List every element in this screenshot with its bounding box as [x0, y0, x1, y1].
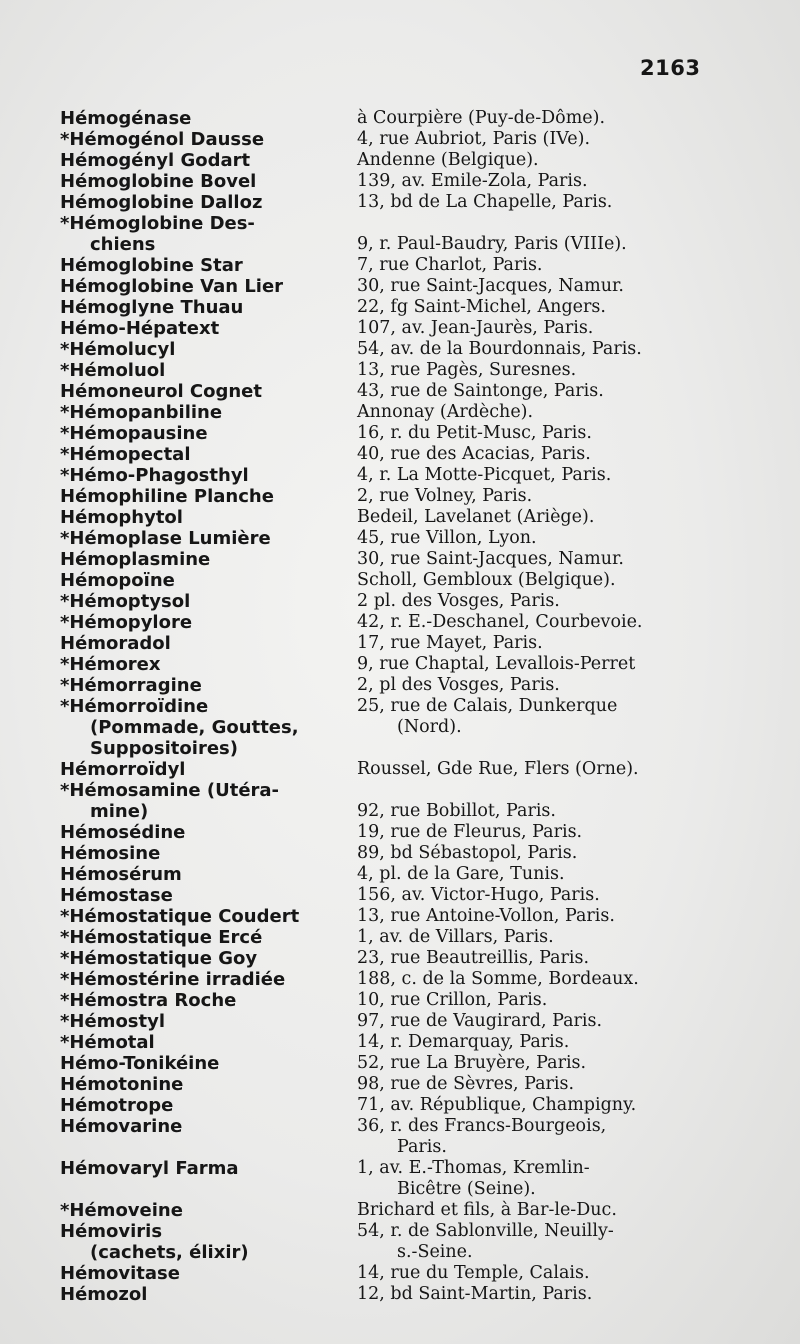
entry-address-continuation: (Nord). — [397, 717, 462, 737]
list-item — [0, 171, 800, 192]
entry-name-text: Hémotonine — [60, 1074, 184, 1095]
entry-address-text: Annonay (Ardèche). — [357, 402, 534, 422]
entry-name — [60, 1116, 350, 1137]
entry-name-text: Hémoglobine Dalloz — [60, 192, 263, 213]
entry-name-text: Hémo-Hépatext — [60, 318, 220, 339]
entry-name-text: Hémozol — [60, 1284, 148, 1305]
entry-name — [60, 108, 350, 129]
entry-address-text: 4, rue Aubriot, Paris (IVe). — [357, 129, 591, 149]
entry-name — [60, 213, 350, 255]
entry-name — [60, 885, 350, 906]
entry-name-text: *Hémostatique Goy — [60, 948, 258, 969]
entry-address-text: 16, r. du Petit-Musc, Paris. — [357, 423, 592, 443]
entry-address-text: 1, av. E.-Thomas, Kremlin- — [357, 1158, 590, 1178]
entry-address — [357, 234, 717, 255]
list-item — [0, 1221, 800, 1263]
entry-name-text: *Hémolucyl — [60, 339, 176, 360]
entry-address — [357, 171, 717, 192]
entry-name — [60, 969, 350, 990]
list-item — [0, 675, 800, 696]
entry-address — [357, 1158, 717, 1200]
list-item — [0, 1011, 800, 1032]
entry-name-text: *Hémotal — [60, 1032, 155, 1053]
entry-address — [357, 633, 717, 654]
entry-name-text: Hémophytol — [60, 507, 183, 528]
entry-address-text: Roussel, Gde Rue, Flers (Orne). — [357, 759, 639, 779]
entry-name-text: Hémoneurol Cognet — [60, 381, 262, 402]
entry-name-text: *Hémoplase Lumière — [60, 528, 271, 549]
entry-address-text: 156, av. Victor-Hugo, Paris. — [357, 885, 600, 905]
entry-address — [357, 402, 717, 423]
list-item — [0, 570, 800, 591]
entry-address — [357, 1284, 717, 1305]
entry-address — [357, 822, 717, 843]
entry-address — [357, 948, 717, 969]
entry-name — [60, 528, 350, 549]
entry-list — [0, 108, 800, 1305]
entry-address — [357, 297, 717, 318]
entry-address — [357, 423, 717, 444]
entry-address — [357, 885, 717, 906]
entry-address — [357, 381, 717, 402]
entry-address-text: 13, rue Pagès, Suresnes. — [357, 360, 577, 380]
list-item — [0, 927, 800, 948]
entry-name-text: Hémovitase — [60, 1263, 180, 1284]
entry-address-text: Scholl, Gembloux (Belgique). — [357, 570, 616, 590]
entry-address — [357, 1032, 717, 1053]
entry-name — [60, 1200, 350, 1221]
entry-name-continuation: (Pommade, Gouttes, — [90, 717, 299, 738]
entry-address-text: à Courpière (Puy-de-Dôme). — [357, 108, 606, 128]
list-item — [0, 1074, 800, 1095]
entry-name-text: Hémo-Tonikéine — [60, 1053, 220, 1074]
entry-address — [357, 654, 717, 675]
entry-address — [357, 927, 717, 948]
entry-address — [357, 801, 717, 822]
list-item — [0, 1116, 800, 1158]
entry-address-text: 40, rue des Acacias, Paris. — [357, 444, 591, 464]
entry-name-text: Hémoradol — [60, 633, 171, 654]
entry-address-text: 36, r. des Francs-Bourgeois, — [357, 1116, 607, 1136]
list-item — [0, 339, 800, 360]
list-item — [0, 381, 800, 402]
entry-address — [357, 1053, 717, 1074]
list-item — [0, 129, 800, 150]
entry-name-text: Hémosédine — [60, 822, 186, 843]
list-item — [0, 696, 800, 759]
entry-name-text: Hémoglobine Star — [60, 255, 243, 276]
entry-name-text: Hémoplasmine — [60, 549, 211, 570]
entry-name-text: *Hémopylore — [60, 612, 193, 633]
entry-name — [60, 612, 350, 633]
page-number: 2163 — [640, 56, 701, 80]
entry-name — [60, 276, 350, 297]
entry-name-text: Hémoglobine Bovel — [60, 171, 257, 192]
entry-address-text: Andenne (Belgique). — [357, 150, 539, 170]
entry-address-text: 14, r. Demarquay, Paris. — [357, 1032, 570, 1052]
entry-name-text: *Hémorex — [60, 654, 161, 675]
entry-address-continuation: s.-Seine. — [397, 1242, 473, 1262]
entry-name-text: *Hémostra Roche — [60, 990, 237, 1011]
entry-name-continuation: mine) — [90, 801, 149, 822]
entry-address — [357, 612, 717, 633]
list-item — [0, 1053, 800, 1074]
entry-name-text: *Hémoveine — [60, 1200, 183, 1221]
list-item — [0, 108, 800, 129]
entry-name-text: *Hémosamine (Utéra- — [60, 780, 280, 801]
entry-address — [357, 507, 717, 528]
list-item — [0, 780, 800, 822]
entry-address — [357, 360, 717, 381]
entry-name-text: Hémophiline Planche — [60, 486, 274, 507]
entry-name — [60, 864, 350, 885]
entry-name-continuation: chiens — [90, 234, 156, 255]
entry-name — [60, 381, 350, 402]
list-item — [0, 759, 800, 780]
entry-name — [60, 297, 350, 318]
list-item — [0, 990, 800, 1011]
entry-name — [60, 948, 350, 969]
list-item — [0, 507, 800, 528]
entry-address — [357, 675, 717, 696]
list-item — [0, 402, 800, 423]
entry-name — [60, 444, 350, 465]
list-item — [0, 423, 800, 444]
entry-name-text: Hémoglyne Thuau — [60, 297, 244, 318]
entry-name-text: Hémopoïne — [60, 570, 175, 591]
entry-address-text: 2, rue Volney, Paris. — [357, 486, 533, 506]
entry-address — [357, 108, 717, 129]
entry-name — [60, 549, 350, 570]
entry-name-text: *Hémostérine irradiée — [60, 969, 286, 990]
entry-name — [60, 486, 350, 507]
entry-address-text: 2 pl. des Vosges, Paris. — [357, 591, 560, 611]
entry-name — [60, 318, 350, 339]
list-item — [0, 528, 800, 549]
entry-address-text: 9, rue Chaptal, Levallois-Perret — [357, 654, 636, 674]
entry-name — [60, 465, 350, 486]
entry-address — [357, 339, 717, 360]
entry-address-text: 54, r. de Sablonville, Neuilly- — [357, 1221, 614, 1241]
entry-name-text: *Hémoptysol — [60, 591, 191, 612]
entry-address-text: 22, fg Saint-Michel, Angers. — [357, 297, 606, 317]
entry-address-text: 71, av. République, Champigny. — [357, 1095, 637, 1115]
entry-address-text: 42, r. E.-Deschanel, Courbevoie. — [357, 612, 643, 632]
entry-name — [60, 129, 350, 150]
entry-name-text: Hémovaryl Farma — [60, 1158, 239, 1179]
entry-address-text: Bedeil, Lavelanet (Ariège). — [357, 507, 595, 527]
entry-address-text: 92, rue Bobillot, Paris. — [357, 801, 556, 821]
entry-address-text: 9, r. Paul-Baudry, Paris (VIIIe). — [357, 234, 627, 254]
entry-address-text: 2, pl des Vosges, Paris. — [357, 675, 560, 695]
entry-address-continuation: Bicêtre (Seine). — [397, 1179, 536, 1199]
list-item — [0, 549, 800, 570]
entry-name — [60, 402, 350, 423]
entry-address-text: 13, rue Antoine-Vollon, Paris. — [357, 906, 615, 926]
entry-address — [357, 192, 717, 213]
entry-address-text: 10, rue Crillon, Paris. — [357, 990, 548, 1010]
list-item — [0, 1095, 800, 1116]
list-item — [0, 465, 800, 486]
list-item — [0, 150, 800, 171]
entry-address-text: 1, av. de Villars, Paris. — [357, 927, 554, 947]
entry-address — [357, 1221, 717, 1263]
entry-name — [60, 990, 350, 1011]
entry-address-text: 14, rue du Temple, Calais. — [357, 1263, 590, 1283]
entry-name-text: Hémoviris — [60, 1221, 163, 1242]
entry-address-text: 30, rue Saint-Jacques, Namur. — [357, 549, 624, 569]
list-item — [0, 822, 800, 843]
entry-name — [60, 1032, 350, 1053]
entry-name-text: Hémorroïdyl — [60, 759, 186, 780]
entry-address-text: 54, av. de la Bourdonnais, Paris. — [357, 339, 642, 359]
entry-address-text: 188, c. de la Somme, Bordeaux. — [357, 969, 639, 989]
entry-address — [357, 990, 717, 1011]
entry-name — [60, 1221, 350, 1263]
list-item — [0, 885, 800, 906]
entry-name — [60, 192, 350, 213]
entry-address-text: 107, av. Jean-Jaurès, Paris. — [357, 318, 594, 338]
entry-address — [357, 1200, 717, 1221]
list-item — [0, 255, 800, 276]
list-item — [0, 444, 800, 465]
entry-name — [60, 927, 350, 948]
entry-address — [357, 759, 717, 780]
entry-name-text: *Hémoglobine Des- — [60, 213, 255, 234]
entry-address-text: 23, rue Beautreillis, Paris. — [357, 948, 590, 968]
entry-name-text: Hémosérum — [60, 864, 182, 885]
list-item — [0, 276, 800, 297]
entry-name — [60, 1095, 350, 1116]
entry-name-text: Hémogénase — [60, 108, 192, 129]
entry-address — [357, 549, 717, 570]
list-item — [0, 654, 800, 675]
entry-name-text: Hémoglobine Van Lier — [60, 276, 284, 297]
entry-name — [60, 423, 350, 444]
list-item — [0, 1032, 800, 1053]
list-item — [0, 1284, 800, 1305]
list-item — [0, 297, 800, 318]
entry-name — [60, 1263, 350, 1284]
list-item — [0, 192, 800, 213]
entry-name — [60, 1053, 350, 1074]
entry-name — [60, 1158, 350, 1179]
entry-name-text: *Hémostatique Ercé — [60, 927, 263, 948]
entry-address — [357, 528, 717, 549]
entry-address — [357, 570, 717, 591]
entry-name — [60, 1074, 350, 1095]
entry-name — [60, 780, 350, 822]
entry-address-text: 25, rue de Calais, Dunkerque — [357, 696, 618, 716]
entry-name — [60, 150, 350, 171]
entry-name — [60, 843, 350, 864]
entry-address-text: 98, rue de Sèvres, Paris. — [357, 1074, 575, 1094]
entry-address-text: 30, rue Saint-Jacques, Namur. — [357, 276, 624, 296]
entry-name-text: *Hémopanbiline — [60, 402, 223, 423]
list-item — [0, 1263, 800, 1284]
list-item — [0, 843, 800, 864]
entry-address — [357, 150, 717, 171]
entry-address-text: 97, rue de Vaugirard, Paris. — [357, 1011, 603, 1031]
list-item — [0, 948, 800, 969]
entry-address-continuation: Paris. — [397, 1137, 447, 1157]
list-item — [0, 612, 800, 633]
entry-name — [60, 339, 350, 360]
entry-address-text: 45, rue Villon, Lyon. — [357, 528, 537, 548]
entry-name-text: *Hémoluol — [60, 360, 166, 381]
entry-address — [357, 843, 717, 864]
entry-address-text: 13, bd de La Chapelle, Paris. — [357, 192, 613, 212]
entry-name-text: *Hémostatique Coudert — [60, 906, 300, 927]
entry-name-text: Hémotrope — [60, 1095, 174, 1116]
entry-name-text: Hémostase — [60, 885, 173, 906]
entry-name-text: *Hémopectal — [60, 444, 191, 465]
list-item — [0, 633, 800, 654]
list-item — [0, 969, 800, 990]
list-item — [0, 486, 800, 507]
entry-address-text: 19, rue de Fleurus, Paris. — [357, 822, 583, 842]
list-item — [0, 1158, 800, 1200]
entry-address-text: 7, rue Charlot, Paris. — [357, 255, 543, 275]
entry-address-text: 43, rue de Saintonge, Paris. — [357, 381, 604, 401]
entry-address — [357, 1116, 717, 1158]
entry-name — [60, 654, 350, 675]
entry-address — [357, 864, 717, 885]
entry-address — [357, 969, 717, 990]
entry-address — [357, 318, 717, 339]
entry-name-text: Hémovarine — [60, 1116, 183, 1137]
entry-name-text: Hémosine — [60, 843, 161, 864]
entry-name-text: *Hémorragine — [60, 675, 202, 696]
entry-address — [357, 276, 717, 297]
entry-address-text: Brichard et fils, à Bar-le-Duc. — [357, 1200, 617, 1220]
entry-address-text: 89, bd Sébastopol, Paris. — [357, 843, 578, 863]
entry-address — [357, 486, 717, 507]
entry-name — [60, 696, 350, 759]
list-item — [0, 1200, 800, 1221]
entry-address — [357, 129, 717, 150]
entry-address — [357, 255, 717, 276]
list-item — [0, 864, 800, 885]
list-item — [0, 318, 800, 339]
entry-name — [60, 1284, 350, 1305]
entry-name-text: *Hémogénol Dausse — [60, 129, 265, 150]
entry-address — [357, 1011, 717, 1032]
entry-name — [60, 507, 350, 528]
entry-name — [60, 591, 350, 612]
entry-address-text: 17, rue Mayet, Paris. — [357, 633, 543, 653]
entry-address — [357, 906, 717, 927]
entry-address — [357, 591, 717, 612]
entry-name — [60, 822, 350, 843]
entry-address — [357, 696, 717, 738]
entry-address-text: 139, av. Emile-Zola, Paris. — [357, 171, 588, 191]
entry-name — [60, 759, 350, 780]
entry-address-text: 52, rue La Bruyère, Paris. — [357, 1053, 587, 1073]
entry-address — [357, 1074, 717, 1095]
entry-name — [60, 675, 350, 696]
entry-name-text: *Hémorroïdine — [60, 696, 209, 717]
entry-address-text: 4, r. La Motte-Picquet, Paris. — [357, 465, 612, 485]
entry-name — [60, 570, 350, 591]
entry-name — [60, 906, 350, 927]
entry-name — [60, 171, 350, 192]
entry-name-text: *Hémostyl — [60, 1011, 166, 1032]
list-item — [0, 213, 800, 255]
entry-address — [357, 1263, 717, 1284]
entry-name — [60, 633, 350, 654]
list-item — [0, 360, 800, 381]
entry-name-continuation: Suppositoires) — [90, 738, 238, 759]
entry-name — [60, 255, 350, 276]
entry-name-text: *Hémo-Phagosthyl — [60, 465, 249, 486]
entry-name-continuation: (cachets, élixir) — [90, 1242, 249, 1263]
entry-address-text: 4, pl. de la Gare, Tunis. — [357, 864, 565, 884]
entry-address-text: 12, bd Saint-Martin, Paris. — [357, 1284, 593, 1304]
entry-name — [60, 360, 350, 381]
entry-address — [357, 1095, 717, 1116]
entry-address — [357, 465, 717, 486]
list-item — [0, 591, 800, 612]
list-item — [0, 906, 800, 927]
entry-address — [357, 444, 717, 465]
entry-name — [60, 1011, 350, 1032]
entry-name-text: Hémogényl Godart — [60, 150, 251, 171]
entry-name-text: *Hémopausine — [60, 423, 208, 444]
